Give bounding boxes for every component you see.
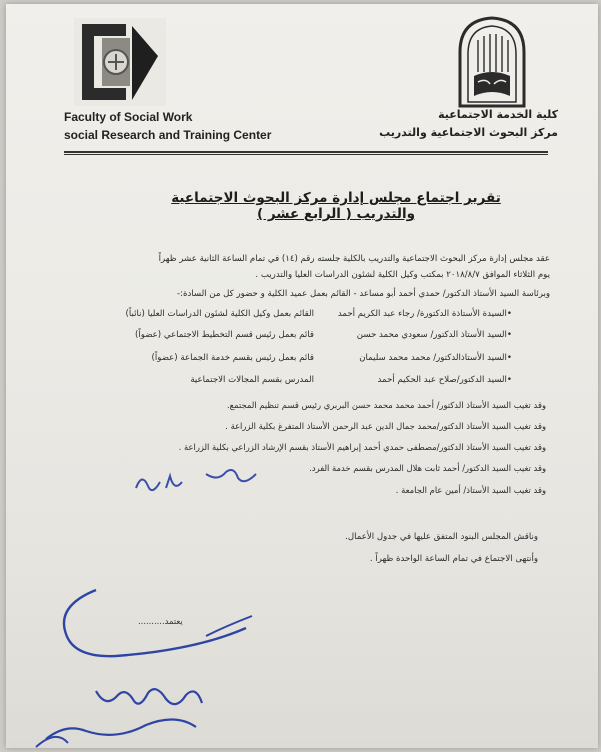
signature-stroke (46, 576, 276, 666)
attendee-role: القائم بعمل وكيل الكلية لشئون الدراسات العليا (نائباً) (125, 309, 314, 319)
header-divider-thin (64, 154, 548, 155)
handwritten-initials (126, 452, 286, 502)
intro-line-1: عقد مجلس إدارة مركز البحوث الاجتماعية والتدريب بالكلية جلسته رقم (١٤) في تمام الساعة الثانية عشر ظهراً (158, 254, 550, 264)
faculty-name-ar: كلية الخدمة الاجتماعية (438, 108, 558, 121)
attendee-name: •السيد الدكتور/صلاح عبد الحكيم أحمد (377, 375, 512, 385)
attendee-role: قائم بعمل رئيس قسم التخطيط الاجتماعي (عضواً) (135, 330, 314, 340)
report-title: تقرير اجتماع مجلس إدارة مركز البحوث الاجتماعية والتدريب ( الرابع عشر ) (171, 190, 501, 222)
document-page (6, 4, 598, 748)
university-logo (452, 14, 532, 110)
attendee-role: المدرس بقسم المجالات الاجتماعية (190, 375, 314, 385)
center-name-en: social Research and Training Center (64, 128, 272, 142)
excused-line: وقد تغيب السيد الأستاذ الدكتور/محمد جمال الدين عبد الرحمن الأستاذ المتفرغ بكلية الزراعة . (225, 421, 546, 431)
attendee-name: •السيد الأستاذالدكتور/ محمد محمد سليمان (359, 353, 512, 363)
intro-line-3: وبرئاسة السيد الأستاذ الدكتور/ حمدي أحمد أبو مساعد - القائم بعمل عميد الكلية و حضور كل من السادة:- (176, 289, 550, 299)
header-divider (64, 151, 548, 153)
handwritten-signature-bottom (26, 669, 246, 748)
attendee-role: قائم بعمل رئيس بقسم خدمة الجماعة (عضواً) (151, 353, 314, 363)
adoption-label: يعتمد.......... (138, 616, 183, 626)
faculty-logo (72, 16, 168, 108)
attendee-name: •السيد الأستاذ الدكتور/ سعودي محمد حسن (356, 330, 512, 340)
faculty-name-en: Faculty of Social Work (64, 110, 193, 124)
excused-line: وقد تغيب السيد الأستاذ الدكتور/مصطفى حمدي أحمد إبراهيم الأستاذ بقسم الإرشاد الزراعي بكلية الزراعة . (178, 442, 546, 452)
excused-line: وقد تغيب السيد الأستاذ الدكتور/ أحمد محمد محمد حسن البربري رئيس قسم تنظيم المجتمع. (227, 400, 546, 410)
excused-line: وقد تغيب السيد الأستاذ/ أمين عام الجامعة . (395, 485, 546, 495)
closing-line-1: وناقش المجلس البنود المتفق عليها في جدول الأعمال. (345, 532, 538, 542)
center-name-ar: مركز البحوث الاجتماعية والتدريب (379, 126, 558, 139)
excused-line: وقد تغيب السيد الدكتور/ أحمد ثابت هلال المدرس بقسم خدمة الفرد. (309, 463, 546, 473)
closing-line-2: وأنتهى الاجتماع في تمام الساعة الواحدة ظهراً . (369, 554, 538, 564)
intro-line-2: يوم الثلاثاء الموافق ٢٠١٨/٨/٧ بمكتب وكيل الكلية لشئون الدراسات العليا والتدريب . (255, 270, 550, 280)
attendee-name: •السيدة الأستاذة الدكتورة/ رجاء عبد الكريم أحمد (337, 309, 512, 319)
